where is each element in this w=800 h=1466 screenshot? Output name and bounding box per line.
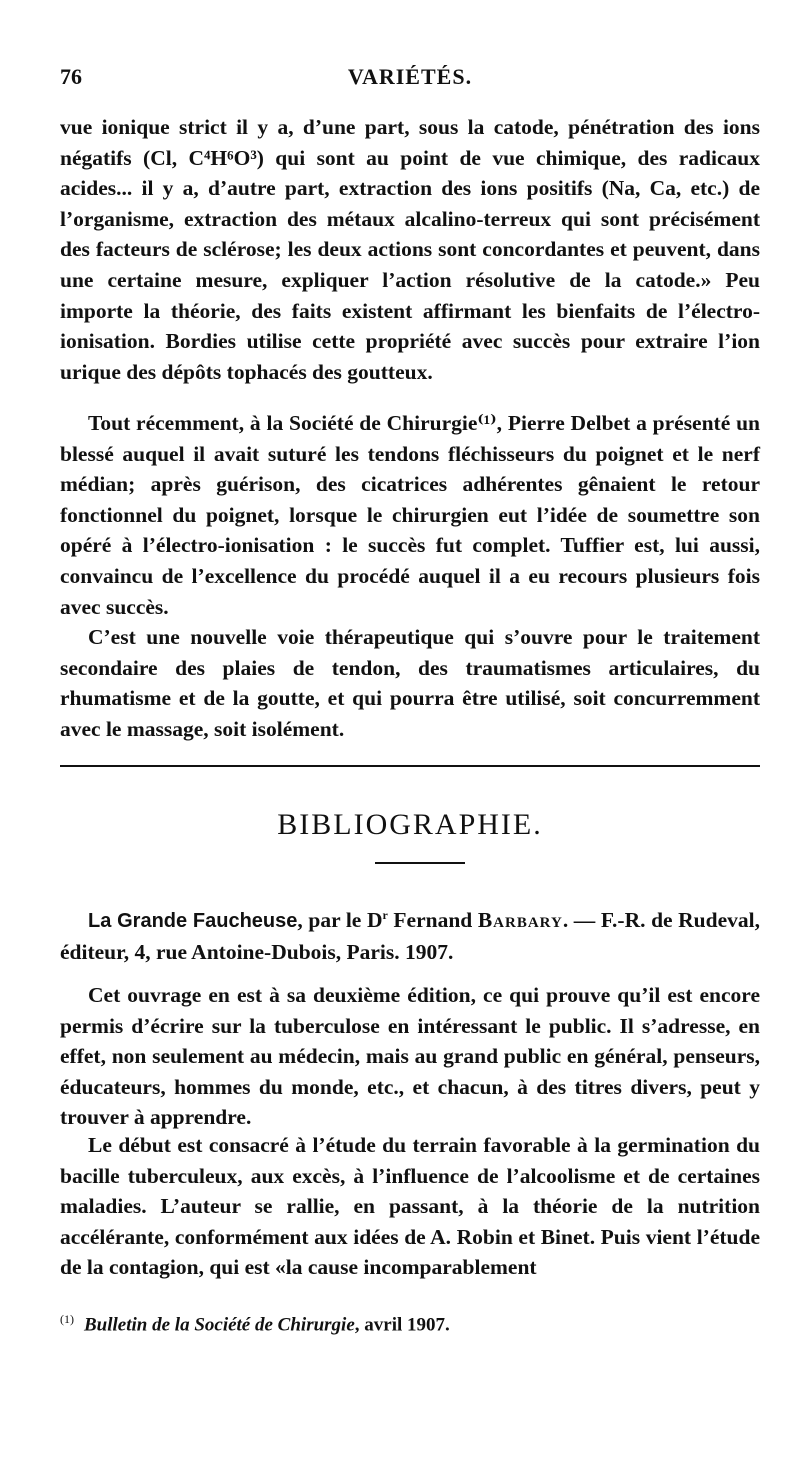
author-first: Fernand bbox=[387, 908, 478, 933]
footnote-date: , avril 1907. bbox=[354, 1314, 450, 1336]
entry-by: , par le D bbox=[297, 908, 383, 933]
review-paragraph-2-text: Le début est consacré à l’étude du terrain favorable à la germination du bacille tuberculeux, aux excès, à l’influence de l’alcoolisme et de certaines maladies. L’auteur se rallie, en passant, à la théorie de la nutrition accélérante, conformément aux idées de A. Robin et Binet. Puis vient l’étude de la contagion, qui est «la cause incomparablement bbox=[60, 1133, 760, 1280]
section-divider bbox=[60, 765, 760, 767]
review-paragraph-1 bbox=[60, 980, 760, 1133]
book-title: La Grande Faucheuse bbox=[88, 910, 298, 933]
footnote bbox=[60, 1312, 760, 1336]
page-number: 76 bbox=[60, 64, 82, 89]
paragraph-delbet-text: Tout récemment, à la Société de Chirurgie⁽¹⁾, Pierre Delbet a présenté un blessé auquel il avait suturé les tendons fléchisseurs du poignet et le nerf médian; après guérison, des cicatrices adhérentes gênaient le retour fonctionnel du poignet, lorsque le chirurgien eut l’idée de soumettre son opéré à l’électro-ionisation : le succès fut complet. Tuffier est, lui aussi, convaincu de l’excellence du procédé auquel il a eu recours plusieurs fois avec succès. bbox=[60, 411, 760, 619]
bibliography-entry bbox=[60, 900, 760, 967]
author-last: Barbary bbox=[477, 908, 563, 933]
footnote-mark: (1) bbox=[60, 1312, 74, 1326]
paragraph-therapeutique bbox=[60, 622, 760, 744]
heading-underline bbox=[375, 862, 465, 864]
review-paragraph-1-text: Cet ouvrage en est à sa deuxième édition, ce qui prouve qu’il est encore permis d’écrire sur la tuberculose en intéressant le public. Il s’adresse, en effet, non seulement au médecin, mais au grand public en général, penseurs, éducateurs, hommes du monde, etc., et chacun, à des titres divers, peut y trouver à apprendre. bbox=[60, 983, 760, 1130]
paragraph-delbet bbox=[60, 408, 760, 622]
review-paragraph-2 bbox=[60, 1130, 760, 1283]
paragraph-ionisation: vue ionique strict il y a, d’une part, sous la catode, pénétration des ions négatifs (Cl, C⁴H⁶O³) qui sont au point de vue chimique, des radicaux acides... il y a, d’autre part, extraction des ions positifs (Na, Ca, etc.) de l’organisme, extraction des métaux alcalino-terreux qui sont précisément des facteurs de sclérose; les deux actions sont concordantes et peuvent, dans une certaine mesure, expliquer l’action résolutive de la catode.» Peu importe la théorie, des faits existent affirmant les bienfaits de l’électro-ionisation. Bordies utilise cette propriété avec succès pour extraire l’ion urique des dépôts tophacés des goutteux. bbox=[60, 115, 760, 384]
page-header bbox=[60, 64, 760, 94]
paragraph-therapeutique-text: C’est une nouvelle voie thérapeutique qui s’ouvre pour le traitement secondaire des plaies de tendon, des traumatismes articulaires, du rhumatisme et de la goutte, et qui pourra être utilisé, soit concurremment avec le massage, soit isolément. bbox=[60, 625, 760, 741]
footnote-source: Bulletin de la Société de Chirurgie bbox=[84, 1314, 355, 1336]
publisher-info: . — F.-R. de Rudeval, éditeur, 4, rue Antoine-Dubois, Paris. 1907. bbox=[60, 908, 760, 964]
entry-sup: r bbox=[382, 908, 388, 922]
bibliography-heading: BIBLIOGRAPHIE. bbox=[277, 808, 543, 841]
running-title: VARIÉTÉS. bbox=[347, 64, 473, 89]
